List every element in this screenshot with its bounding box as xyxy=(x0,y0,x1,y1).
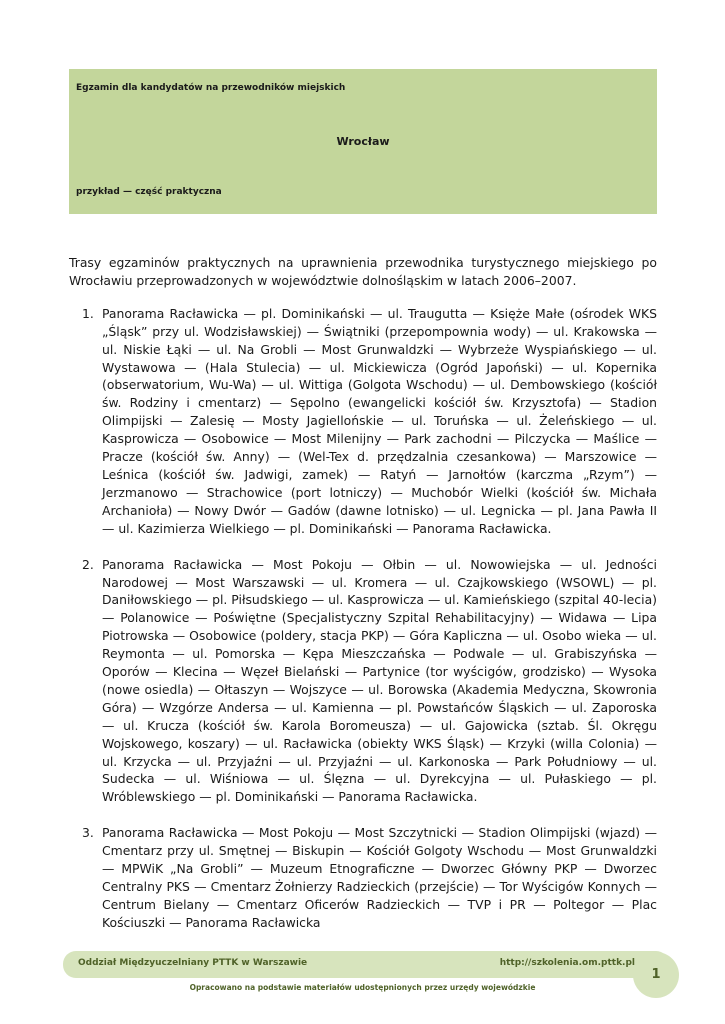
route-number: 1. xyxy=(82,305,94,321)
footer-note: Opracowano na podstawie materiałów udostępnionych przez urzędy wojewódzkie xyxy=(189,983,536,992)
footer-organization: Oddział Międzyuczelniany PTTK w Warszawie xyxy=(78,958,308,968)
exam-title: Egzamin dla kandydatów na przewodników miejskich xyxy=(76,83,346,93)
route-text: Panorama Racławicka — Most Pokoju — Ołbin — ul. Nowowiejska — ul. Jedności Narodowej — Most Warszawski — ul. Kromera — ul. Czajkowskiego (WSOWL) — pl. Daniłowskiego — pl. Piłsudskiego — ul. Kasprowicza — ul. Kamieńskiego (szpital 40-lecia) — Polanowice — Poświętne (Specjalistyczny Szpital Rehabilitacyjny) — Widawa — Lipa Piotrowska — Osobowice (poldery, stacja PKP) — Góra Kapliczna — ul. Osobo wieka — ul. Reymonta — ul. Pomorska — Kępa Mieszczańska — Podwale — ul. Grabiszyńska — Oporów — Klecina — Węzeł Bielański — Partynice (tor wyścigów, grodzisko) — Wysoka (nowe osiedla) — Ołtaszyn — Wojszyce — ul. Borowska (Akademia Medyczna, Skowronia Góra) — Wzgórze Andersa — ul. Kamienna — pl. Powstańców Śląskich — ul. Zaporoska — ul. Krucza (kościół św. Karola Boromeusza) — ul. Gajowicka (sztab. Śl. Okręgu Wojskowego, koszary) — ul. Racławicka (obiekty WKS Śląsk) — Krzyki (willa Colonia) — ul. Krzycka — ul. Przyjaźni — ul. Przyjaźni — ul. Karkonoska — Park Południowy — ul. Sudecka — ul. Wiśniowa — ul. Ślęzna — ul. Dyrekcyjna — ul. Pułaskiego — pl. Wróblewskiego — pl. Dominikański — Panorama Racławicka. xyxy=(102,556,657,805)
header-box xyxy=(69,69,657,214)
intro-paragraph: Trasy egzaminów praktycznych na uprawnienia przewodnika turystycznego miejskiego po Wrocławiu przeprowadzonych w województwie dolnośląskim w latach 2006–2007. xyxy=(69,255,657,288)
header-subtitle: przykład — część praktyczna xyxy=(76,187,222,197)
route-item xyxy=(69,305,657,538)
page-number: 1 xyxy=(633,952,679,998)
document-body xyxy=(69,254,657,950)
city-title: Wrocław xyxy=(336,135,390,148)
route-list xyxy=(69,305,657,932)
route-item xyxy=(69,556,657,807)
footer-url: http://szkolenia.om.pttk.pl xyxy=(499,958,635,968)
route-number: 3. xyxy=(82,825,94,841)
route-text: Panorama Racławicka — pl. Dominikański — ul. Traugutta — Księże Małe (ośrodek WKS „Śląsk” przy ul. Wodzisławskiej) — Świątniki (przepompownia wody) — ul. Krakowska — ul. Niskie Łąki — ul. Na Grobli — Most Grunwaldzki — Wybrzeże Wyspiańskiego — ul. Wystawowa — (Hala Stulecia) — ul. Mickiewicza (Ogród Japoński) — ul. Kopernika (obserwatorium, Wu-Wa) — ul. Wittiga (Golgota Wschodu) — ul. Dembowskiego (kościół św. Rodziny i cmentarz) — Sępolno (ewangelicki kościół św. Krzysztofa) — Stadion Olimpijski — Zalesię — Mosty Jagiellońskie — ul. Toruńska — ul. Żeleńskiego — ul. Kasprowicza — Osobowice — Most Milenijny — Park zachodni — Pilczycka — Maślice — Pracze (kościół św. Anny) — (Wel-Tex d. przędzalnia czesankowa) — Marszowice — Leśnica (kościół św. Jadwigi, zamek) — Ratyń — Jarnołtów (karczma „Rzym”) — Jerzmanowo — Strachowice (port lotniczy) — Muchobór Wielki (kościół św. Michała Archanioła) — Nowy Dwór — Gadów (dawne lotnisko) — ul. Legnicka — pl. Jana Pawła II — ul. Kazimierza Wielkiego — pl. Dominikański — Panorama Racławicka. xyxy=(102,305,657,536)
route-text: Panorama Racławicka — Most Pokoju — Most Szczytnicki — Stadion Olimpijski (wjazd) — Cmentarz przy ul. Smętnej — Biskupin — Kościół Golgoty Wschodu — Most Grunwaldzki — MPWiK „Na Grobli” — Muzeum Etnograficzne — Dworzec Główny PKP — Dworzec Centralny PKS — Cmentarz Żołnierzy Radzieckich (przejście) — Tor Wyścigów Konnych — Centrum Bielany — Cmentarz Oficerów Radzieckich — TVP i PR — Poltegor — Plac Kościuszki — Panorama Racławicka xyxy=(102,825,657,930)
footer-bar xyxy=(63,951,669,978)
route-item xyxy=(69,824,657,931)
route-number: 2. xyxy=(82,556,94,572)
